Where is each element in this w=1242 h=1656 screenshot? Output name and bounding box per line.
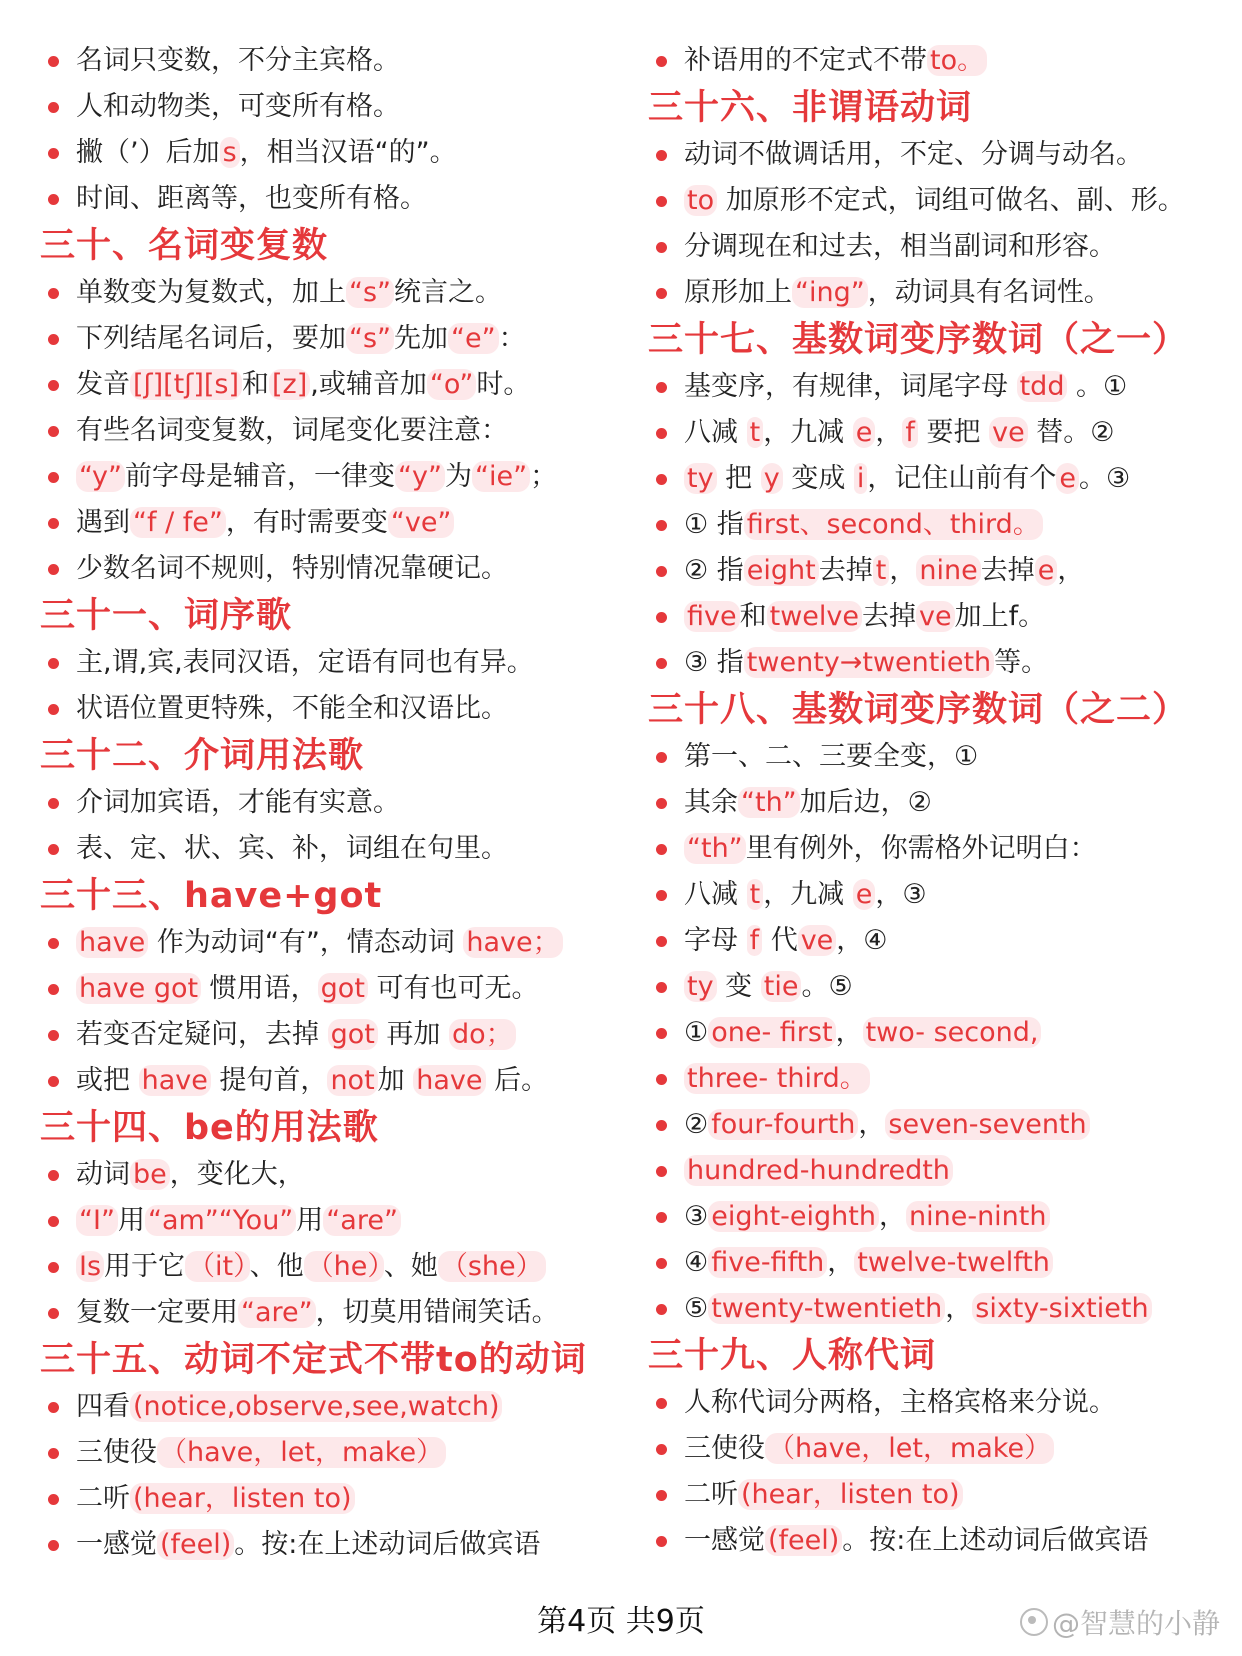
text-segment: 或把 — [76, 1065, 139, 1096]
text-segment: 。按:在上述动词后做宾语 — [234, 1529, 541, 1560]
highlight-text: three- third。 — [684, 1063, 870, 1094]
text-segment: 时。 — [476, 369, 531, 400]
highlight-text: f — [902, 417, 918, 448]
text-segment: 用 — [296, 1205, 324, 1236]
highlight-text: “th” — [684, 833, 746, 864]
text-segment: 。③ — [1079, 463, 1131, 494]
highlight-text: “f / fe” — [130, 507, 226, 538]
text-segment: 。按:在上述动词后做宾语 — [842, 1525, 1149, 1556]
text-segment: ， — [1057, 555, 1085, 586]
highlight-text: two- second, — [863, 1017, 1042, 1048]
section — [40, 1336, 630, 1568]
list-item — [40, 640, 630, 686]
text-segment: 撇（’）后加 — [76, 137, 220, 168]
highlight-text: have； — [463, 927, 562, 958]
highlight-text: “I” — [76, 1205, 118, 1236]
list-item — [648, 826, 1238, 872]
text-segment: 一感觉 — [684, 1525, 765, 1556]
list-item — [648, 918, 1238, 964]
highlight-text: “s” — [346, 323, 394, 354]
text-segment: ，④ — [836, 925, 888, 956]
list-item — [648, 38, 1238, 84]
list-item — [648, 1148, 1238, 1194]
text-segment: ,或辅音加 — [310, 369, 427, 400]
text-segment: 状语位置更特殊，不能全和汉语比。 — [76, 693, 508, 724]
highlight-text: five-fifth — [708, 1247, 827, 1278]
text-segment: 、她 — [383, 1251, 438, 1282]
highlight-text: “are” — [238, 1297, 316, 1328]
highlight-text: （have，let，make） — [765, 1433, 1054, 1464]
text-segment: ， — [827, 1247, 855, 1278]
list-item — [40, 500, 630, 546]
highlight-text: “o” — [427, 369, 477, 400]
highlight-text: tie — [761, 971, 802, 1002]
list-item — [40, 780, 630, 826]
section — [40, 38, 630, 222]
list-item — [40, 966, 630, 1012]
highlight-text: have — [413, 1065, 485, 1096]
text-segment: 和 — [739, 601, 767, 632]
section-heading: 三十一、词序歌 — [40, 596, 293, 636]
text-segment: 用于它 — [104, 1251, 186, 1282]
highlight-text: t — [747, 417, 764, 448]
list-item — [648, 640, 1238, 686]
text-segment: 作为动词“有”，情态动词 — [148, 927, 464, 958]
list-item — [648, 872, 1238, 918]
text-segment: 二听 — [684, 1479, 738, 1510]
list-item — [648, 548, 1238, 594]
page-indicator: 第4页 共9页 — [537, 1604, 705, 1639]
highlight-text: be — [130, 1159, 170, 1190]
text-segment: 发音 — [76, 369, 130, 400]
text-segment: ② — [684, 1109, 709, 1140]
highlight-text: e — [1035, 555, 1058, 586]
text-segment: 有些名词变复数，词尾变化要注意： — [76, 415, 508, 446]
text-segment: 替。② — [1027, 417, 1115, 448]
list-item — [648, 734, 1238, 780]
text-segment: 分调现在和过去，相当副词和形容。 — [684, 231, 1116, 262]
section-heading: 三十三、have+got — [40, 876, 383, 916]
highlight-text: “y” — [76, 461, 125, 492]
list-item — [648, 1102, 1238, 1148]
section — [648, 84, 1238, 316]
section — [40, 732, 630, 872]
highlight-text: e — [853, 417, 876, 448]
highlight-text: [z] — [269, 369, 310, 400]
highlight-text: e — [853, 879, 876, 910]
text-segment: ④ — [684, 1247, 709, 1278]
text-segment: ⑤ — [684, 1293, 709, 1324]
highlight-text: “s” — [346, 277, 394, 308]
highlight-text: t — [873, 555, 890, 586]
highlight-text: four-fourth — [708, 1109, 858, 1140]
highlight-text: (notice,observe,see,watch) — [130, 1391, 502, 1422]
text-segment: 单数变为复数式，加上 — [76, 277, 346, 308]
list-item — [40, 270, 630, 316]
highlight-text: t — [747, 879, 764, 910]
text-segment: 和 — [242, 369, 269, 400]
section — [40, 222, 630, 592]
text-segment: 去掉 — [818, 555, 873, 586]
text-segment: 要把 — [917, 417, 990, 448]
highlight-text: to。 — [927, 45, 987, 76]
section-heading: 三十四、be的用法歌 — [40, 1108, 379, 1148]
section — [648, 1332, 1238, 1564]
list-item — [40, 1058, 630, 1104]
text-segment: 后。 — [485, 1065, 549, 1096]
list-item — [40, 84, 630, 130]
section — [648, 686, 1238, 1332]
text-segment: 加上f。 — [954, 601, 1046, 632]
highlight-text: twelve-twelfth — [854, 1247, 1053, 1278]
highlight-text: first、second、third。 — [744, 509, 1043, 540]
text-segment: ： — [498, 323, 526, 354]
highlight-text: “ing” — [792, 277, 868, 308]
list-item — [648, 502, 1238, 548]
list-item — [40, 1290, 630, 1336]
highlight-text: ve — [916, 601, 955, 632]
highlight-text: eight-eighth — [708, 1201, 879, 1232]
highlight-text: one- first — [708, 1017, 835, 1048]
text-segment: 统言之。 — [394, 277, 503, 308]
text-segment: 二听 — [76, 1483, 130, 1514]
text-segment: 人和动物类，可变所有格。 — [76, 91, 400, 122]
highlight-text: （have，let，make） — [157, 1437, 446, 1468]
list-item — [40, 408, 630, 454]
section — [40, 1104, 630, 1336]
text-segment: 加原形不定式，词组可做名、副、形。 — [717, 185, 1185, 216]
list-item — [40, 316, 630, 362]
text-segment: 三使役 — [684, 1433, 765, 1464]
text-segment: 八减 — [684, 879, 747, 910]
text-segment: 四看 — [76, 1391, 130, 1422]
list-item — [40, 1384, 630, 1430]
text-segment: ，切莫用错闹笑话。 — [315, 1297, 559, 1328]
highlight-text: [ʃ][tʃ][s] — [130, 369, 242, 400]
highlight-text: sixty-sixtieth — [972, 1293, 1151, 1324]
section — [40, 592, 630, 732]
section-heading: 三十八、基数词变序数词（之二） — [648, 690, 1189, 730]
highlight-text: e — [1056, 463, 1079, 494]
text-segment: ，动词具有名词性。 — [867, 277, 1111, 308]
text-segment: 提句首， — [210, 1065, 328, 1096]
list-item — [40, 176, 630, 222]
text-segment: 动词 — [76, 1159, 130, 1190]
highlight-text: “th” — [738, 787, 800, 818]
list-item — [648, 270, 1238, 316]
list-item — [648, 456, 1238, 502]
highlight-text: ty — [684, 971, 717, 1002]
text-segment: 把 — [716, 463, 761, 494]
text-segment: 去掉 — [980, 555, 1035, 586]
text-segment: ， — [889, 555, 917, 586]
list-item — [40, 1152, 630, 1198]
highlight-text: twelve — [767, 601, 862, 632]
text-segment: ， — [858, 1109, 886, 1140]
text-segment: 原形加上 — [684, 277, 792, 308]
text-segment: 动词不做调话用，不定、分调与动名。 — [684, 139, 1143, 170]
list-item — [40, 546, 630, 592]
text-segment: 下列结尾名词后，要加 — [76, 323, 346, 354]
text-segment: 变成 — [782, 463, 854, 494]
text-segment: ； — [530, 461, 558, 492]
highlight-text: “are” — [323, 1205, 401, 1236]
list-item — [40, 38, 630, 84]
list-item — [40, 1476, 630, 1522]
section — [648, 38, 1238, 84]
text-segment: 加 — [377, 1065, 414, 1096]
list-item — [40, 686, 630, 732]
text-segment: 遇到 — [76, 507, 130, 538]
highlight-text: eight — [744, 555, 819, 586]
list-item — [648, 178, 1238, 224]
text-segment: 一感觉 — [76, 1529, 157, 1560]
highlight-text: （she） — [438, 1251, 546, 1282]
highlight-text: (feel) — [157, 1529, 234, 1560]
highlight-text: have got — [76, 973, 201, 1004]
watermark — [1020, 1606, 1220, 1642]
watermark-text: @智慧的小静 — [1051, 1607, 1220, 1640]
text-segment: 去掉 — [861, 601, 916, 632]
highlight-text: “y” — [395, 461, 445, 492]
text-segment: ，变化大， — [169, 1159, 305, 1190]
text-segment: 字母 — [684, 925, 747, 956]
text-segment: 时间、距离等，也变所有格。 — [76, 183, 427, 214]
text-segment: 。⑤ — [801, 971, 853, 1002]
text-segment: ， — [835, 1017, 863, 1048]
text-segment: 人称代词分两格，主格宾格来分说。 — [684, 1387, 1116, 1418]
highlight-text: i — [854, 463, 868, 494]
highlight-text: ty — [684, 463, 717, 494]
list-item — [40, 1198, 630, 1244]
list-item — [648, 364, 1238, 410]
highlight-text: “am”“You” — [145, 1205, 296, 1236]
text-segment: ， — [878, 1201, 906, 1232]
highlight-text: (hear，listen to) — [130, 1483, 355, 1514]
watermark-logo-icon — [1020, 1608, 1048, 1636]
text-segment: 可有也可无。 — [367, 973, 539, 1004]
highlight-text: nine-ninth — [906, 1201, 1050, 1232]
text-segment: 再加 — [377, 1019, 450, 1050]
text-segment: 其余 — [684, 787, 738, 818]
list-item — [648, 1194, 1238, 1240]
highlight-text: Is — [76, 1251, 104, 1282]
text-segment: 若变否定疑问，去掉 — [76, 1019, 328, 1050]
highlight-text: not — [327, 1065, 377, 1096]
text-segment: ，相当汉语“的”。 — [239, 137, 457, 168]
highlight-text: have — [76, 927, 148, 958]
text-segment: 里有例外，你需格外记明白： — [745, 833, 1097, 864]
text-segment: 变 — [716, 971, 761, 1002]
text-segment: ① 指 — [684, 509, 744, 540]
text-segment: ， — [875, 417, 903, 448]
highlight-text: （he） — [304, 1251, 384, 1282]
highlight-text: ve — [798, 925, 837, 956]
text-segment: 表、定、状、宾、补，词组在句里。 — [76, 833, 508, 864]
list-item — [40, 826, 630, 872]
list-item — [648, 594, 1238, 640]
highlight-text: (hear，listen to) — [738, 1479, 963, 1510]
highlight-text: got — [318, 973, 368, 1004]
section-heading: 三十、名词变复数 — [40, 226, 329, 266]
text-segment: 等。 — [994, 647, 1049, 678]
text-segment: 复数一定要用 — [76, 1297, 238, 1328]
list-item — [40, 362, 630, 408]
highlight-text: have — [139, 1065, 211, 1096]
highlight-text: (feel) — [765, 1525, 842, 1556]
highlight-text: （it） — [185, 1251, 250, 1282]
section-heading: 三十九、人称代词 — [648, 1336, 937, 1376]
text-segment: 用 — [117, 1205, 145, 1236]
text-segment: 、他 — [249, 1251, 304, 1282]
text-segment: 八减 — [684, 417, 747, 448]
highlight-text: seven-seventh — [885, 1109, 1089, 1140]
section-heading: 三十二、介词用法歌 — [40, 736, 365, 776]
text-segment: 为 — [444, 461, 472, 492]
highlight-text: s — [220, 137, 240, 168]
highlight-text: ve — [989, 417, 1028, 448]
text-segment: 第一、二、三要全变，① — [684, 741, 979, 772]
right-column — [648, 38, 1238, 1564]
highlight-text: do； — [449, 1019, 516, 1050]
text-segment: ，九减 — [763, 417, 853, 448]
text-segment: 。① — [1067, 371, 1128, 402]
highlight-text: twenty-twentieth — [708, 1293, 945, 1324]
text-segment: 介词加宾语，才能有实意。 — [76, 787, 400, 818]
text-segment: ② 指 — [684, 555, 744, 586]
list-item — [648, 1056, 1238, 1102]
text-segment: 加后边，② — [799, 787, 932, 818]
text-segment: ，记住山前有个 — [867, 463, 1057, 494]
text-segment: 代 — [762, 925, 798, 956]
text-segment: 主,谓,宾,表同汉语，定语有同也有异。 — [76, 647, 534, 678]
text-segment: ③ 指 — [684, 647, 744, 678]
highlight-text: “e” — [448, 323, 499, 354]
text-segment: 少数名词不规则，特别情况靠硬记。 — [76, 553, 508, 584]
highlight-text: nine — [916, 555, 980, 586]
section — [40, 872, 630, 1104]
list-item — [40, 454, 630, 500]
list-item — [648, 132, 1238, 178]
section-heading: 三十五、动词不定式不带to的动词 — [40, 1340, 587, 1380]
text-segment: ③ — [684, 1201, 709, 1232]
highlight-text: tdd — [1017, 371, 1068, 402]
text-segment: 三使役 — [76, 1437, 157, 1468]
text-segment: ， — [945, 1293, 973, 1324]
section — [648, 316, 1238, 686]
highlight-text: five — [684, 601, 740, 632]
left-column — [40, 38, 630, 1568]
text-segment: ，③ — [875, 879, 927, 910]
highlight-text: got — [328, 1019, 378, 1050]
text-segment: 惯用语， — [201, 973, 318, 1004]
text-segment: ① — [684, 1017, 709, 1048]
list-item — [648, 1472, 1238, 1518]
list-item — [40, 1522, 630, 1568]
list-item — [648, 224, 1238, 270]
text-segment: 名词只变数，不分主宾格。 — [76, 45, 400, 76]
list-item — [648, 1240, 1238, 1286]
list-item — [648, 1286, 1238, 1332]
list-item — [648, 1010, 1238, 1056]
text-segment: ，九减 — [763, 879, 853, 910]
text-segment: 前字母是辅音，一律变 — [125, 461, 395, 492]
highlight-text: hundred-hundredth — [684, 1155, 953, 1186]
section-heading: 三十六、非谓语动词 — [648, 88, 973, 128]
list-item — [648, 780, 1238, 826]
list-item — [40, 1244, 630, 1290]
list-item — [648, 1380, 1238, 1426]
highlight-text: f — [747, 925, 763, 956]
text-segment: 先加 — [394, 323, 449, 354]
list-item — [648, 1518, 1238, 1564]
text-segment: 补语用的不定式不带 — [684, 45, 927, 76]
list-item — [40, 1012, 630, 1058]
highlight-text: twenty→twentieth — [744, 647, 994, 678]
text-segment: ，有时需要变 — [225, 507, 388, 538]
list-item — [40, 130, 630, 176]
list-item — [40, 920, 630, 966]
highlight-text: “ve” — [388, 507, 455, 538]
section-heading: 三十七、基数词变序数词（之一） — [648, 320, 1189, 360]
list-item — [648, 410, 1238, 456]
highlight-text: “ie” — [472, 461, 530, 492]
list-item — [648, 964, 1238, 1010]
highlight-text: y — [761, 463, 783, 494]
text-segment: 基变序，有规律，词尾字母 — [684, 371, 1017, 402]
highlight-text: to — [684, 185, 717, 216]
list-item — [648, 1426, 1238, 1472]
list-item — [40, 1430, 630, 1476]
